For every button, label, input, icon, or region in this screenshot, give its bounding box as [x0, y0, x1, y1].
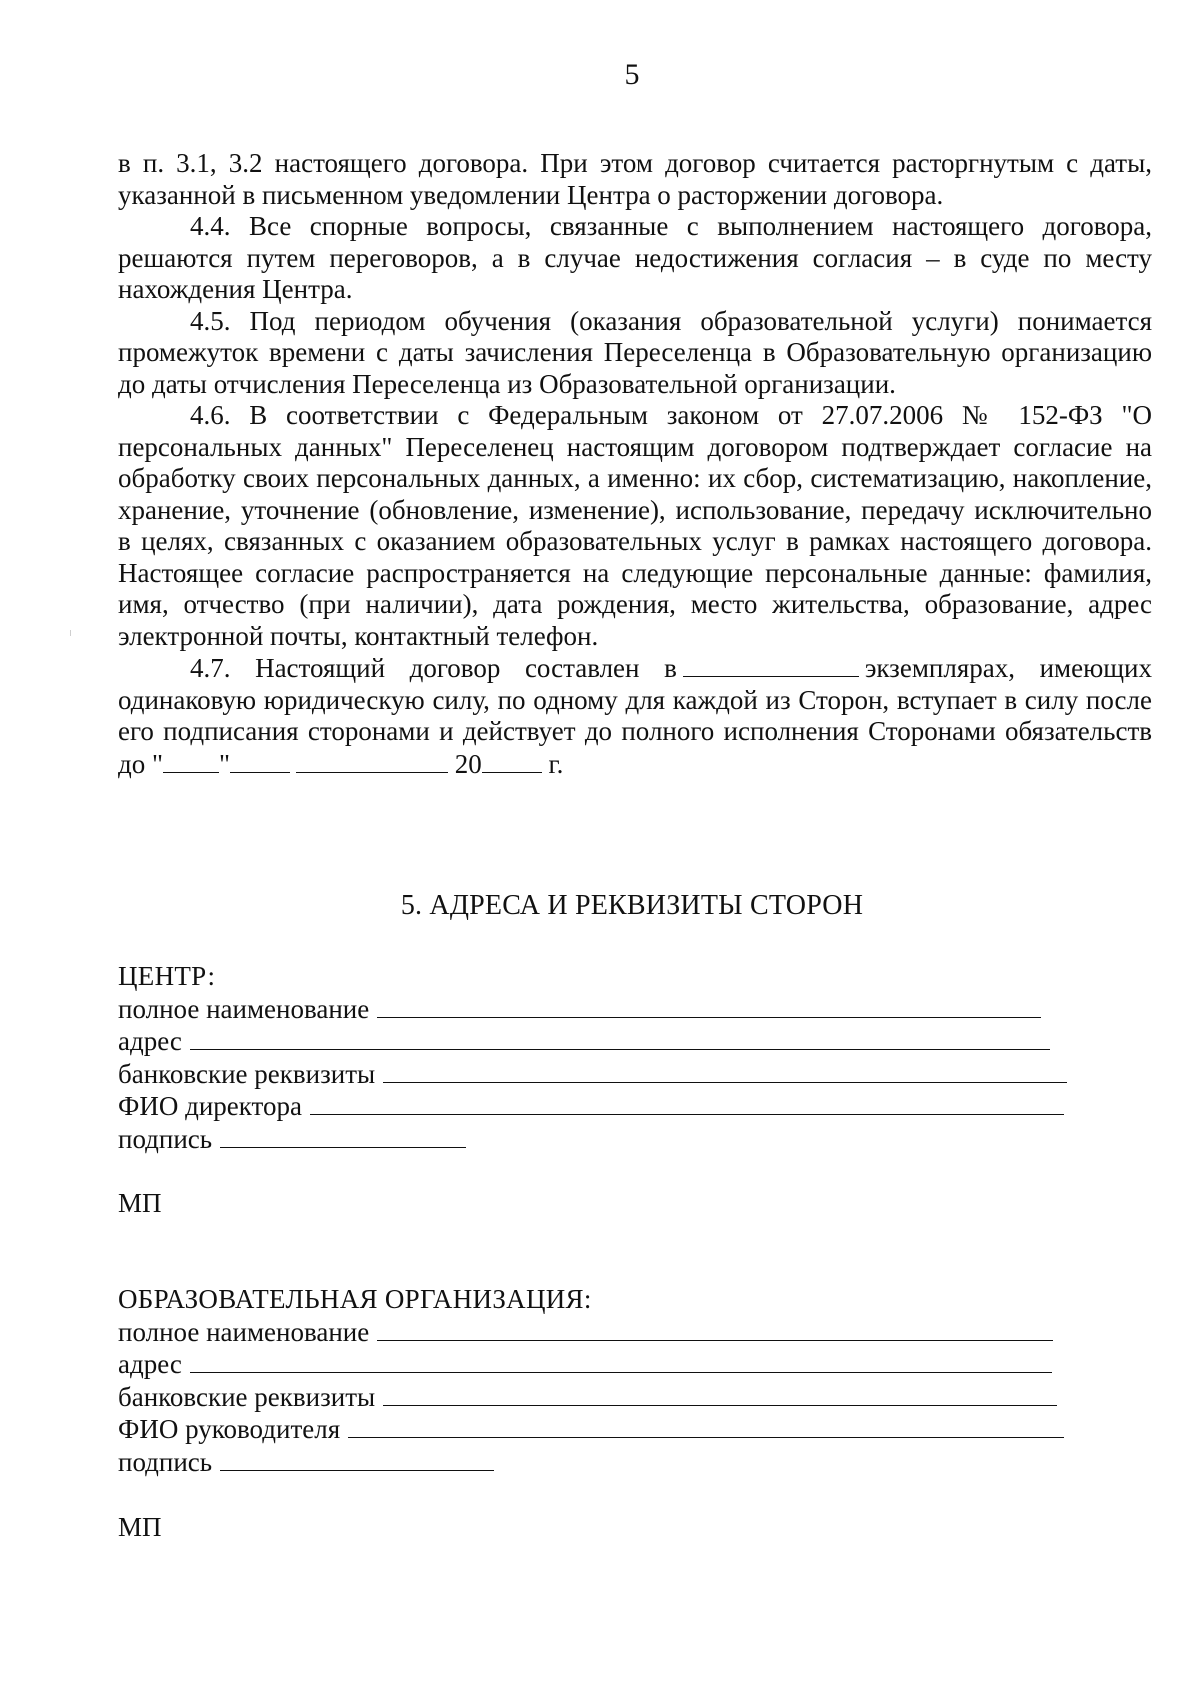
stamp-label-center: МП	[118, 1188, 162, 1218]
year-prefix: 20	[454, 748, 482, 779]
center-address-field	[118, 1025, 1067, 1058]
org-bank-line[interactable]	[383, 1381, 1057, 1406]
center-address-line[interactable]	[190, 1025, 1050, 1050]
org-address-field	[118, 1348, 1064, 1381]
field-label: полное наименование	[118, 993, 370, 1024]
copies-count-blank[interactable]	[683, 652, 859, 677]
day-blank[interactable]	[163, 748, 219, 773]
field-label: подпись	[118, 1123, 213, 1154]
center-fullname-field	[118, 993, 1067, 1026]
page-number: 5	[624, 58, 640, 91]
quote-close: "	[219, 748, 231, 779]
month-blank-2[interactable]	[296, 748, 448, 773]
paragraph-4-7	[118, 652, 1152, 780]
center-director-field	[118, 1090, 1067, 1123]
paragraph-continuation: в п. 3.1, 3.2 настоящего договора. При этом договор считается расторгнутым с даты, указанной в письменном уведомлении Центра о расторжении договора.	[118, 148, 1152, 210]
field-label: полное наименование	[118, 1316, 370, 1347]
year-blank[interactable]	[482, 748, 542, 773]
field-label: ФИО руководителя	[118, 1414, 341, 1444]
paragraph-4-7-text-2: экземплярах, имеющих одинаковую юридическую силу, по одному для каждой из Сторон, вступает в силу после его подписания сторонами и действует до полного исполнения Сторонами обязательств до "	[118, 653, 1152, 779]
center-bank-line[interactable]	[383, 1058, 1067, 1083]
center-requisites	[118, 960, 1067, 1155]
month-blank-1[interactable]	[230, 748, 290, 773]
year-suffix: г.	[548, 748, 564, 779]
org-fullname-line[interactable]	[377, 1316, 1053, 1341]
org-head-field	[118, 1413, 1064, 1446]
org-requisites	[118, 1283, 1064, 1478]
org-bank-field	[118, 1381, 1064, 1414]
org-signature-line[interactable]	[220, 1446, 494, 1471]
center-signature-field	[118, 1123, 1067, 1156]
stamp-label-org: МП	[118, 1512, 162, 1542]
center-signature-line[interactable]	[220, 1123, 466, 1148]
org-signature-field	[118, 1446, 1064, 1479]
org-head-line[interactable]	[348, 1413, 1064, 1438]
org-address-line[interactable]	[190, 1348, 1052, 1373]
field-label: подпись	[118, 1446, 213, 1477]
paragraph-4-7-text-1: 4.7. Настоящий договор составлен в	[190, 653, 677, 683]
center-heading: ЦЕНТР:	[118, 961, 216, 991]
field-label: банковские реквизиты	[118, 1381, 376, 1412]
field-label: ФИО директора	[118, 1091, 302, 1121]
paragraph-4-4: 4.4. Все спорные вопросы, связанные с выполнением настоящего договора, решаются путем переговоров, а в случае недостижения согласия – в суде по месту нахождения Центра.	[118, 211, 1152, 304]
center-fullname-line[interactable]	[377, 993, 1041, 1018]
paragraph-4-6: 4.6. В соответствии с Федеральным законом от 27.07.2006 № 152-ФЗ "О персональных данных" Переселенец настоящим договором подтверждает согласие на обработку своих персональных данных, а именно: их сбор, систематизацию, накопление, хранение, уточнение (обновление, изменение), использование, передачу исключительно в целях, связанных с оказанием образовательных услуг в рамках настоящего договора. Настоящее согласие распространяется на следующие персональные данные: фамилия, имя, отчество (при наличии), дата рождения, место жительства, образование, адрес электронной почты, контактный телефон.	[118, 400, 1152, 651]
org-heading: ОБРАЗОВАТЕЛЬНАЯ ОРГАНИЗАЦИЯ:	[118, 1284, 592, 1314]
contract-body	[118, 148, 1152, 780]
center-bank-field	[118, 1058, 1067, 1091]
field-label: банковские реквизиты	[118, 1058, 376, 1089]
scan-artifact	[70, 630, 71, 636]
org-fullname-field	[118, 1316, 1064, 1349]
section-title: 5. АДРЕСА И РЕКВИЗИТЫ СТОРОН	[400, 890, 864, 921]
field-label: адрес	[118, 1026, 182, 1056]
center-director-line[interactable]	[310, 1090, 1064, 1115]
paragraph-4-5: 4.5. Под периодом обучения (оказания образовательной услуги) понимается промежуток времени с даты зачисления Переселенца в Образовательную организацию до даты отчисления Переселенца из Образовательной организации.	[118, 305, 1152, 399]
field-label: адрес	[118, 1349, 182, 1379]
